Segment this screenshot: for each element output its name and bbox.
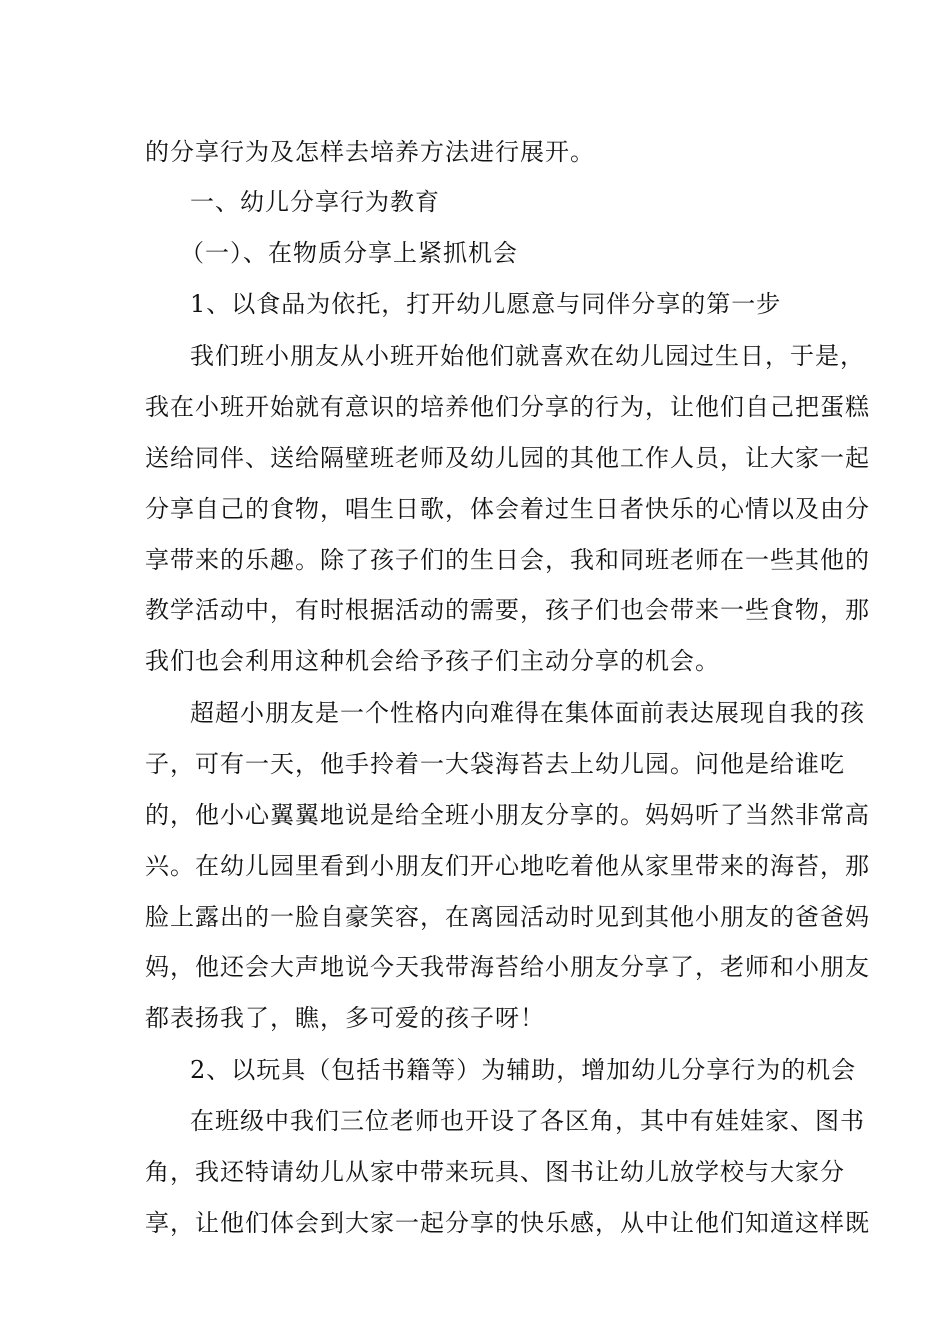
text-line: 享带来的乐趣。除了孩子们的生日会，我和同班老师在一些其他的: [145, 546, 870, 574]
section-heading: 一、幼儿分享行为教育: [190, 188, 440, 216]
item-heading: 1、以食品为依托，打开幼儿愿意与同伴分享的第一步: [190, 290, 782, 318]
text-line: 我们班小朋友从小班开始他们就喜欢在幼儿园过生日，于是，: [190, 342, 865, 370]
text-line: 送给同伴、送给隔壁班老师及幼儿园的其他工作人员，让大家一起: [145, 444, 870, 472]
text-line: 子，可有一天，他手拎着一大袋海苔去上幼儿园。问他是给谁吃: [145, 750, 845, 778]
item-heading: 2、以玩具（包括书籍等）为辅助，增加幼儿分享行为的机会: [190, 1056, 857, 1084]
text-line: 分享自己的食物，唱生日歌，体会着过生日者快乐的心情以及由分: [145, 495, 870, 523]
text-line: 的，他小心翼翼地说是给全班小朋友分享的。妈妈听了当然非常高: [145, 801, 870, 829]
text-line: 妈，他还会大声地说今天我带海苔给小朋友分享了，老师和小朋友: [145, 953, 870, 981]
text-line: 超超小朋友是一个性格内向难得在集体面前表达展现自我的孩: [190, 699, 865, 727]
text-line: 享，让他们体会到大家一起分享的快乐感，从中让他们知道这样既: [145, 1209, 870, 1237]
text-line: 角，我还特请幼儿从家中带来玩具、图书让幼儿放学校与大家分: [145, 1158, 845, 1186]
text-line: 脸上露出的一脸自豪笑容，在离园活动时见到其他小朋友的爸爸妈: [145, 903, 870, 931]
text-line: 我在小班开始就有意识的培养他们分享的行为，让他们自己把蛋糕: [145, 393, 870, 421]
text-line: 都表扬我了，瞧，多可爱的孩子呀！: [145, 1004, 545, 1032]
text-line: 教学活动中，有时根据活动的需要，孩子们也会带来一些食物，那: [145, 596, 870, 624]
text-line: 在班级中我们三位老师也开设了各区角，其中有娃娃家、图书: [190, 1107, 865, 1135]
text-line: 的分享行为及怎样去培养方法进行展开。: [145, 138, 595, 166]
text-line: 我们也会利用这种机会给予孩子们主动分享的机会。: [145, 647, 720, 675]
subsection-heading: （一）、在物质分享上紧抓机会: [180, 239, 518, 267]
text-line: 兴。在幼儿园里看到小朋友们开心地吃着他从家里带来的海苔，那: [145, 852, 870, 880]
